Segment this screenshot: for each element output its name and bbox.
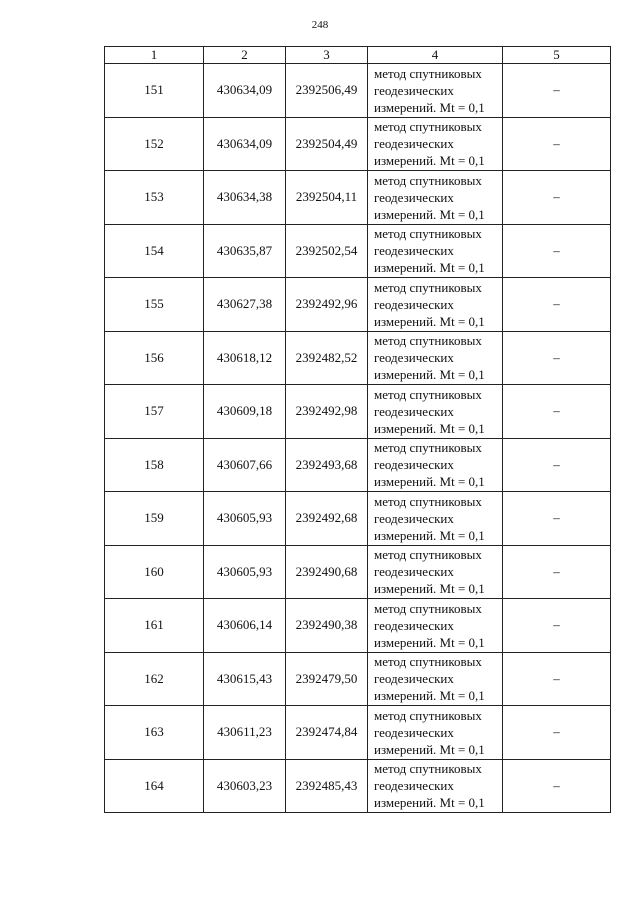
table-row <box>105 385 611 439</box>
note-cell: – <box>503 117 611 171</box>
x-coordinate-cell: 430605,93 <box>204 492 286 546</box>
y-coordinate-cell: 2392504,11 <box>286 171 368 225</box>
table-row <box>105 331 611 385</box>
method-cell <box>368 492 503 546</box>
page-number: 248 <box>311 19 329 31</box>
table-row <box>105 599 611 653</box>
x-coordinate-cell: 430609,18 <box>204 385 286 439</box>
method-line: метод спутниковых <box>374 333 482 349</box>
y-coordinate-cell: 2392479,50 <box>286 652 368 706</box>
x-coordinate-cell: 430618,12 <box>204 331 286 385</box>
method-line: измерений. Mt = 0,1 <box>374 474 485 490</box>
note-cell: – <box>503 759 611 813</box>
method-line: измерений. Mt = 0,1 <box>374 99 485 115</box>
y-coordinate-cell: 2392490,68 <box>286 545 368 599</box>
method-line: измерений. Mt = 0,1 <box>374 581 485 597</box>
table-row <box>105 224 611 278</box>
x-coordinate-cell: 430634,09 <box>204 117 286 171</box>
method-cell <box>368 171 503 225</box>
method-line: измерений. Mt = 0,1 <box>374 260 485 276</box>
table-row <box>105 706 611 760</box>
method-line: метод спутниковых <box>374 65 482 81</box>
method-cell <box>368 759 503 813</box>
note-cell: – <box>503 652 611 706</box>
method-line: метод спутниковых <box>374 547 482 563</box>
point-number-cell: 156 <box>105 331 204 385</box>
x-coordinate-cell: 430607,66 <box>204 438 286 492</box>
point-number-cell: 159 <box>105 492 204 546</box>
method-line: метод спутниковых <box>374 600 482 616</box>
table-row <box>105 171 611 225</box>
point-number-cell: 152 <box>105 117 204 171</box>
method-line: метод спутниковых <box>374 493 482 509</box>
method-cell <box>368 64 503 118</box>
method-line: метод спутниковых <box>374 226 482 242</box>
note-cell: – <box>503 706 611 760</box>
table-row <box>105 545 611 599</box>
point-number-cell: 160 <box>105 545 204 599</box>
note-cell: – <box>503 224 611 278</box>
x-coordinate-cell: 430615,43 <box>204 652 286 706</box>
note-cell: – <box>503 385 611 439</box>
method-line: метод спутниковых <box>374 654 482 670</box>
table-row <box>105 759 611 813</box>
method-line: геодезических <box>374 617 454 633</box>
note-cell: – <box>503 492 611 546</box>
method-line: геодезических <box>374 778 454 794</box>
method-line: геодезических <box>374 510 454 526</box>
table-row <box>105 278 611 332</box>
method-line: геодезических <box>374 82 454 98</box>
y-coordinate-cell: 2392492,96 <box>286 278 368 332</box>
method-line: метод спутниковых <box>374 761 482 777</box>
note-cell: – <box>503 64 611 118</box>
x-coordinate-cell: 430611,23 <box>204 706 286 760</box>
table-row <box>105 438 611 492</box>
method-line: измерений. Mt = 0,1 <box>374 153 485 169</box>
y-coordinate-cell: 2392504,49 <box>286 117 368 171</box>
method-line: геодезических <box>374 350 454 366</box>
method-line: измерений. Mt = 0,1 <box>374 367 485 383</box>
x-coordinate-cell: 430634,38 <box>204 171 286 225</box>
note-cell: – <box>503 331 611 385</box>
method-cell <box>368 224 503 278</box>
method-line: измерений. Mt = 0,1 <box>374 420 485 436</box>
method-cell <box>368 385 503 439</box>
x-coordinate-cell: 430635,87 <box>204 224 286 278</box>
point-number-cell: 154 <box>105 224 204 278</box>
coordinates-table <box>104 46 611 813</box>
table-body <box>105 64 611 813</box>
point-number-cell: 158 <box>105 438 204 492</box>
header-col-3: 3 <box>286 47 368 64</box>
method-cell <box>368 331 503 385</box>
method-line: геодезических <box>374 296 454 312</box>
method-line: измерений. Mt = 0,1 <box>374 634 485 650</box>
point-number-cell: 157 <box>105 385 204 439</box>
x-coordinate-cell: 430605,93 <box>204 545 286 599</box>
method-line: метод спутниковых <box>374 279 482 295</box>
x-coordinate-cell: 430603,23 <box>204 759 286 813</box>
point-number-cell: 153 <box>105 171 204 225</box>
table-row <box>105 64 611 118</box>
method-line: метод спутниковых <box>374 386 482 402</box>
method-line: измерений. Mt = 0,1 <box>374 688 485 704</box>
header-col-5: 5 <box>503 47 611 64</box>
note-cell: – <box>503 171 611 225</box>
y-coordinate-cell: 2392506,49 <box>286 64 368 118</box>
point-number-cell: 163 <box>105 706 204 760</box>
method-line: измерений. Mt = 0,1 <box>374 313 485 329</box>
x-coordinate-cell: 430634,09 <box>204 64 286 118</box>
y-coordinate-cell: 2392492,98 <box>286 385 368 439</box>
method-line: геодезических <box>374 189 454 205</box>
y-coordinate-cell: 2392490,38 <box>286 599 368 653</box>
method-line: метод спутниковых <box>374 440 482 456</box>
y-coordinate-cell: 2392474,84 <box>286 706 368 760</box>
note-cell: – <box>503 438 611 492</box>
table-row <box>105 652 611 706</box>
note-cell: – <box>503 545 611 599</box>
method-cell <box>368 706 503 760</box>
table-row <box>105 117 611 171</box>
method-cell <box>368 652 503 706</box>
method-line: геодезических <box>374 136 454 152</box>
point-number-cell: 162 <box>105 652 204 706</box>
x-coordinate-cell: 430627,38 <box>204 278 286 332</box>
method-line: измерений. Mt = 0,1 <box>374 741 485 757</box>
method-line: геодезических <box>374 724 454 740</box>
point-number-cell: 161 <box>105 599 204 653</box>
method-line: измерений. Mt = 0,1 <box>374 527 485 543</box>
method-cell <box>368 545 503 599</box>
y-coordinate-cell: 2392502,54 <box>286 224 368 278</box>
header-col-4: 4 <box>368 47 503 64</box>
method-cell <box>368 438 503 492</box>
method-line: геодезических <box>374 243 454 259</box>
method-line: метод спутниковых <box>374 172 482 188</box>
note-cell: – <box>503 278 611 332</box>
method-line: геодезических <box>374 403 454 419</box>
method-line: геодезических <box>374 671 454 687</box>
header-col-1: 1 <box>105 47 204 64</box>
note-cell: – <box>503 599 611 653</box>
method-line: геодезических <box>374 457 454 473</box>
table-row <box>105 492 611 546</box>
header-col-2: 2 <box>204 47 286 64</box>
method-cell <box>368 278 503 332</box>
y-coordinate-cell: 2392492,68 <box>286 492 368 546</box>
method-line: метод спутниковых <box>374 119 482 135</box>
point-number-cell: 151 <box>105 64 204 118</box>
method-line: измерений. Mt = 0,1 <box>374 206 485 222</box>
header-row <box>105 47 611 64</box>
method-line: измерений. Mt = 0,1 <box>374 795 485 811</box>
point-number-cell: 155 <box>105 278 204 332</box>
x-coordinate-cell: 430606,14 <box>204 599 286 653</box>
method-cell <box>368 117 503 171</box>
point-number-cell: 164 <box>105 759 204 813</box>
method-line: геодезических <box>374 564 454 580</box>
y-coordinate-cell: 2392482,52 <box>286 331 368 385</box>
method-cell <box>368 599 503 653</box>
method-line: метод спутниковых <box>374 707 482 723</box>
y-coordinate-cell: 2392493,68 <box>286 438 368 492</box>
y-coordinate-cell: 2392485,43 <box>286 759 368 813</box>
